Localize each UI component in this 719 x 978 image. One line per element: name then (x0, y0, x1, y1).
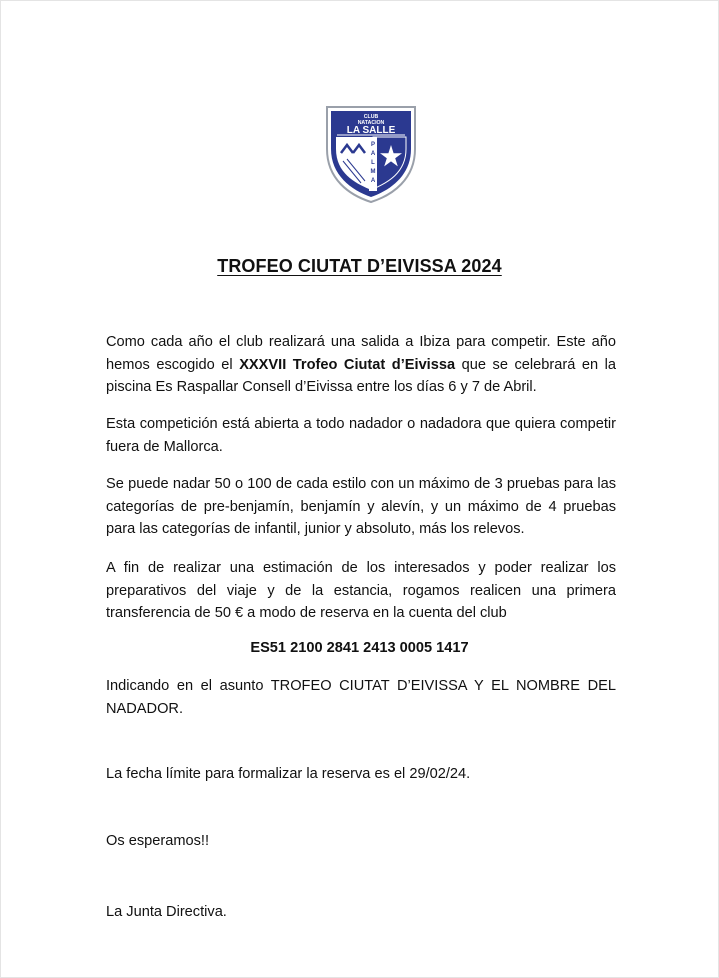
paragraph-intro (106, 331, 616, 399)
document-title: TROFEO CIUTAT D’EIVISSA 2024 (217, 256, 502, 276)
paragraph-reservation: A fin de realizar una estimación de los interesados y poder realizar los preparativos del viaje y de la estancia, rogamos realicen una primera transferencia de 50 € a modo de reserva en la cuenta del club (106, 560, 616, 622)
logo-city-letter-5: A (370, 178, 376, 184)
logo-name-text: LA SALLE (346, 125, 396, 136)
paragraph-subject: Indicando en el asunto TROFEO CIUTAT D’EIVISSA Y EL NOMBRE DEL NADADOR. (106, 678, 616, 717)
logo-city-letter-4: M (370, 169, 376, 175)
logo-natacion-text: NATACION (357, 120, 385, 126)
paragraph-events: Se puede nadar 50 o 100 de cada estilo con un máximo de 3 pruebas para las categorías de pre-benjamín, benjamín y alevín, y un máximo de 4 pruebas para las categorías de infantil, junior y absoluto, más los relevos. (106, 476, 616, 538)
shield-crest-icon (319, 103, 423, 205)
logo-city-letter-3: L (371, 160, 375, 166)
logo-city-letter-2: A (370, 151, 376, 157)
closing-line: Os esperamos!! (106, 833, 210, 849)
paragraph-eligibility: Esta competición está abierta a todo nadador o nadadora que quiera competir fuera de Mallorca. (106, 416, 616, 455)
signature: La Junta Directiva. (106, 904, 227, 920)
club-logo (319, 103, 423, 205)
paragraph-intro-end: que se celebrará en la piscina Es Raspallar Consell d’Eivissa entre los días 6 y 7 de Abril. (106, 356, 616, 396)
logo-city-letter-1: P (370, 142, 376, 148)
bank-account-number: ES51 2100 2841 2413 0005 1417 (250, 640, 469, 656)
logo-club-text: CLUB (363, 114, 379, 120)
paragraph-intro-start: Como cada año el club realizará una salida a Ibiza para competir. Este año hemos escogido el (106, 334, 616, 373)
paragraph-deadline: La fecha límite para formalizar la reserva es el 29/02/24. (106, 766, 471, 782)
event-name: XXXVII Trofeo Ciutat d’Eivissa (239, 356, 456, 373)
